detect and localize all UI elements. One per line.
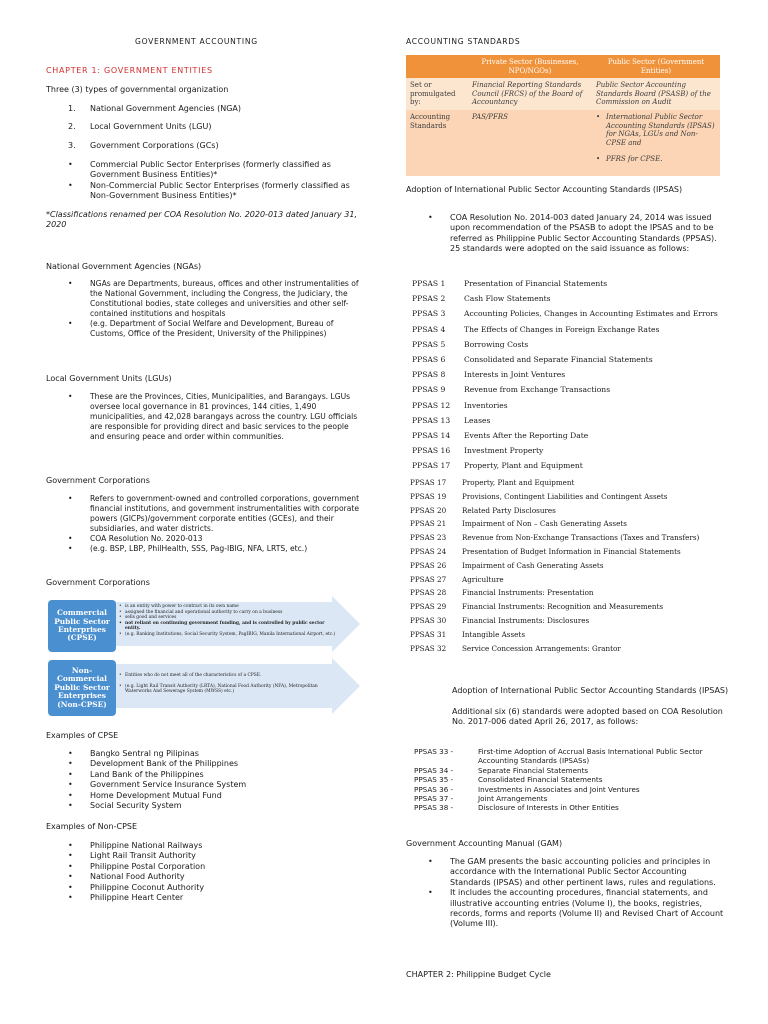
list-item: • National Food Authority xyxy=(46,872,366,882)
chapter1-heading: CHAPTER 1: GOVERNMENT ENTITIES xyxy=(46,66,213,75)
list-item: • assigned the financial and operational authority to carry on a business xyxy=(119,610,337,616)
ppsas-row: PPSAS 31 Intangible Assets xyxy=(410,629,526,639)
gc-list xyxy=(46,494,364,554)
ppsas-row: PPSAS 29 Financial Instruments: Recognition and Measurements xyxy=(410,602,664,612)
corp-types-list xyxy=(46,160,356,202)
ppsas-row: PPSAS 14 Events After the Reporting Date xyxy=(412,431,589,441)
noncpse-box: Non-Commercial Public Sector Enterprises (Non-CPSE) xyxy=(48,660,116,716)
list-item: • (e.g. Banking Institutions, Social Security System, PagIBIG, Manila International Airport, etc.) xyxy=(119,632,337,638)
list-item: • Commercial Public Sector Enterprises (formerly classified as Government Business Entities)* xyxy=(46,160,356,181)
ppsas-row: PPSAS 1 Presentation of Financial Statements xyxy=(412,279,608,288)
list-item: • Philippine Coconut Authority xyxy=(46,883,366,893)
right-header: ACCOUNTING STANDARDS xyxy=(406,37,521,46)
noncpse-examples-heading: Examples of Non-CPSE xyxy=(46,822,138,831)
cpse-points xyxy=(119,604,337,638)
list-item: • Philippine Heart Center xyxy=(46,893,366,903)
list-item: • not reliant on continuing government funding, and is controlled by public sector entity. xyxy=(119,621,337,632)
list-item: • It includes the accounting procedures, financial statements, and illustrative accounting entries (Volume I), the books, registries, records, forms and reports (Volume II) and Revised Chart of Account (Volume III). xyxy=(406,888,726,930)
gam-list xyxy=(406,857,726,930)
ppsas-row: PPSAS 28 Financial Instruments: Presentation xyxy=(410,588,594,598)
ppsas-row: PPSAS 26 Impairment of Cash Generating Assets xyxy=(410,560,604,570)
list-item: • COA Resolution No. 2020-013 xyxy=(46,534,364,544)
standards-table xyxy=(406,55,720,176)
ppsas-row: PPSAS 35 - Consolidated Financial Statements xyxy=(414,775,603,785)
ppsas-row: PPSAS 38 - Disclosure of Interests in Other Entities xyxy=(414,803,619,813)
add-ipsas-heading: Adoption of International Public Sector Accounting Standards (IPSAS) xyxy=(452,686,729,695)
cpse-examples-list xyxy=(46,749,366,811)
table-cell: Financial Reporting Standards Council (FRCS) of the Board of Accountancy xyxy=(468,78,592,110)
ppsas-row: PPSAS 8 Interests in Joint Ventures xyxy=(412,370,566,380)
chapter2-heading: CHAPTER 2: Philippine Budget Cycle xyxy=(406,970,551,979)
list-item: • Land Bank of the Philippines xyxy=(46,770,366,780)
ppsas-row: PPSAS 17 Property, Plant and Equipment xyxy=(410,478,575,487)
ppsas-row: PPSAS 17 Property, Plant and Equipment xyxy=(412,461,583,471)
ppsas-row: PPSAS 33 - First-time Adoption of Accrual Basis International Public Sector Accounting Standards (IPSASs) xyxy=(414,747,703,766)
gov-type-item: 2. Local Government Units (LGU) xyxy=(68,122,212,132)
list-item: • Light Rail Transit Authority xyxy=(46,851,366,861)
list-item: • NGAs are Departments, bureaus, offices and other instrumentalities of the National Government, including the Congress, the Judiciary, the Constitutional bodies, state colleges and universities and other self-contained institutions and hospitals xyxy=(46,279,364,319)
ppsas-row: PPSAS 20 Related Party Disclosures xyxy=(410,505,556,515)
ppsas-row: PPSAS 37 - Joint Arrangements xyxy=(414,794,548,804)
list-item: • The GAM presents the basic accounting policies and principles in accordance with the International Public Sector Accounting Standards (IPSAS) and other pertinent laws, rules and regulations. xyxy=(406,857,726,888)
add-ipsas-text: Additional six (6) standards were adopted based on COA Resolution No. 2017-006 dated April 26, 2017, as follows: xyxy=(452,707,723,727)
classification-note: *Classifications renamed per COA Resolution No. 2020-013 dated January 31, 2020 xyxy=(46,210,358,230)
noncpse-points xyxy=(119,673,337,695)
ppsas-row: PPSAS 19 Provisions, Contingent Liabilities and Contingent Assets xyxy=(410,491,668,501)
list-item: • Home Development Mutual Fund xyxy=(46,791,366,801)
ppsas-row: PPSAS 30 Financial Instruments: Disclosures xyxy=(410,615,590,625)
table-cell: Set or promulgated by: xyxy=(406,78,468,110)
ppsas-list-c xyxy=(414,747,734,813)
nga-heading: National Government Agencies (NGAs) xyxy=(46,262,202,271)
list-item: • Refers to government-owned and controlled corporations, government financial institutions, and government instrumentalities with corporate powers (GICPs)/government corporate entities (GCEs), and their subsidiaries, and water districts. xyxy=(46,494,364,534)
lgu-heading: Local Government Units (LGUs) xyxy=(46,374,172,383)
list-item: • Bangko Sentral ng Pilipinas xyxy=(46,749,366,759)
list-item: • Non-Commercial Public Sector Enterprises (formerly classified as Non-Government Business Entities)* xyxy=(46,181,356,202)
ppsas-row: PPSAS 2 Cash Flow Statements xyxy=(412,294,551,304)
gov-type-item: 1. National Government Agencies (NGA) xyxy=(68,104,242,113)
ppsas-row: PPSAS 6 Consolidated and Separate Financial Statements xyxy=(412,355,653,365)
list-item: • COA Resolution No. 2014-003 dated January 24, 2014 was issued upon recommendation of the PSASB to adopt the IPSAS and to be referred as Philippine Public Sector Accounting Standards (PPSAS). 25 standards were adopted on the said issuance as follows: xyxy=(406,213,724,255)
gam-heading: Government Accounting Manual (GAM) xyxy=(406,839,563,848)
list-item: • sells good and services xyxy=(119,615,337,621)
table-cell: Public Sector Accounting Standards Board (PSASB) of the Commission on Audit xyxy=(592,78,720,110)
list-item: • International Public Sector Accounting Standards (IPSAS) for NGAs, LGUs and Non-CPSE and xyxy=(596,112,715,147)
list-item: • is an entity with power to contract in its own name xyxy=(119,604,337,610)
table-header-private: Private Sector (Businesses, NPO/NGOs) xyxy=(468,55,592,78)
list-item: • These are the Provinces, Cities, Municipalities, and Barangays. LGUs oversee local governance in 81 provinces, 144 cities, 1,490 municipalities, and 42,028 barangays across the country. LGU officials are responsible for providing direct and basic services to the people and ensuring peace and order within communities. xyxy=(46,392,364,442)
table-cell xyxy=(592,110,720,176)
gc-heading-2: Government Corporations xyxy=(46,578,150,587)
ipsas-list xyxy=(406,213,724,255)
gc-heading: Government Corporations xyxy=(46,476,150,485)
ppsas-row: PPSAS 32 Service Concession Arrangements: Grantor xyxy=(410,643,621,653)
list-item: • Social Security System xyxy=(46,801,366,811)
ppsas-list-a xyxy=(412,276,718,474)
gov-type-item: 3. Government Corporations (GCs) xyxy=(68,140,219,150)
table-corner xyxy=(406,55,468,78)
table-cell: Accounting Standards xyxy=(406,110,468,176)
ppsas-row: PPSAS 24 Presentation of Budget Information in Financial Statements xyxy=(410,546,681,556)
table-header-public: Public Sector (Government Entities) xyxy=(592,55,720,78)
ppsas-row: PPSAS 34 - Separate Financial Statements xyxy=(414,765,589,775)
ppsas-row: PPSAS 27 Agriculture xyxy=(410,574,504,584)
ppsas-row: PPSAS 36 - Investments in Associates and Joint Ventures xyxy=(414,784,640,794)
ppsas-row: PPSAS 3 Accounting Policies, Changes in Accounting Estimates and Errors xyxy=(412,309,718,319)
ppsas-row: PPSAS 13 Leases xyxy=(412,415,491,425)
ipsas-heading: Adoption of International Public Sector Accounting Standards (IPSAS) xyxy=(406,185,683,194)
ppsas-row: PPSAS 12 Inventories xyxy=(412,400,508,410)
list-item: • Philippine Postal Corporation xyxy=(46,862,366,872)
ppsas-row: PPSAS 9 Revenue from Exchange Transactions xyxy=(412,385,611,395)
cpse-box: Commercial Public Sector Enterprises (CPSE) xyxy=(48,600,116,652)
list-item: • Entities who do not meet all of the characteristics of a CPSE. xyxy=(119,673,337,679)
noncpse-examples-list xyxy=(46,841,366,903)
left-header: GOVERNMENT ACCOUNTING xyxy=(135,37,258,46)
list-item: • Development Bank of the Philippines xyxy=(46,759,366,769)
lgu-list xyxy=(46,392,364,442)
ppsas-row: PPSAS 23 Revenue from Non-Exchange Transactions (Taxes and Transfers) xyxy=(410,533,700,543)
list-item: • PFRS for CPSE. xyxy=(596,155,663,164)
cpse-examples-heading: Examples of CPSE xyxy=(46,731,119,740)
list-item: • (e.g. BSP, LBP, PhilHealth, SSS, Pag-IBIG, NFA, LRTS, etc.) xyxy=(46,544,364,554)
list-item: • Philippine National Railways xyxy=(46,841,366,851)
list-item: • (e.g. Light Rail Transit Authority (LRTA), National Food Authority (NFA), Metropolitan Waterworks And Sewerage System (MWSS) etc.) xyxy=(119,684,337,695)
ppsas-list-b xyxy=(410,476,699,655)
list-item: • Government Service Insurance System xyxy=(46,780,366,790)
ppsas-row: PPSAS 5 Borrowing Costs xyxy=(412,339,529,349)
gov-types-list xyxy=(46,104,376,159)
ppsas-row: PPSAS 21 Impairment of Non – Cash Generating Assets xyxy=(410,519,627,529)
ppsas-row: PPSAS 16 Investment Property xyxy=(412,446,544,456)
list-item: • (e.g. Department of Social Welfare and Development, Bureau of Customs, Office of the President, University of the Philippines) xyxy=(46,319,364,339)
table-cell: PAS/PFRS xyxy=(468,110,592,176)
ppsas-row: PPSAS 4 The Effects of Changes in Foreign Exchange Rates xyxy=(412,324,660,334)
nga-list xyxy=(46,279,364,339)
intro-text: Three (3) types of governmental organization xyxy=(46,85,229,94)
